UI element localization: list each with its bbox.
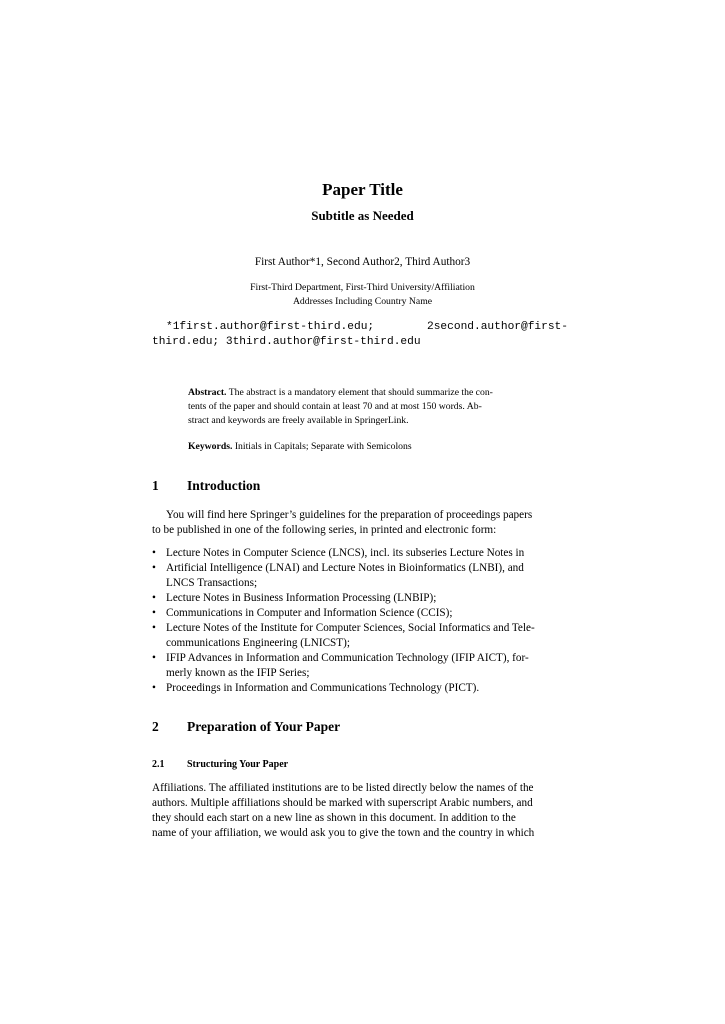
bullet-mark: • [152,592,156,604]
paragraph-line: authors. Multiple affiliations should be marked with superscript Arabic numbers, and [152,797,533,809]
bullet-mark: • [152,562,156,574]
list-item: Communications in Computer and Information Science (CCIS); [166,607,453,619]
paper-title: Paper Title [322,180,403,199]
affiliation-line-1: First-Third Department, First-Third University/Affiliation [250,282,475,293]
email-line-2: third.edu; 3third.author@first-third.edu [152,336,421,348]
keywords: Keywords. Initials in Capitals; Separate with Semicolons [188,441,412,452]
email-2-start: 2second.author@first- [427,321,568,333]
list-item: Lecture Notes in Computer Science (LNCS), incl. its subseries Lecture Notes in [166,547,525,559]
section-number: 2 [152,719,159,734]
abstract-line-2: tents of the paper and should contain at least 70 and at most 150 words. Ab- [188,401,482,412]
abstract-line-1: Abstract. The abstract is a mandatory element that should summarize the con- [188,387,493,398]
list-item-continuation: merly known as the IFIP Series; [166,667,310,679]
paragraph-line: Affiliations. The affiliated institutions are to be listed directly below the names of the [152,782,534,794]
list-item: Lecture Notes of the Institute for Computer Sciences, Social Informatics and Tele- [166,622,535,634]
abstract-label: Abstract. [188,387,227,398]
paper-subtitle: Subtitle as Needed [311,208,414,223]
list-item: Proceedings in Information and Communications Technology (PICT). [166,682,480,694]
paragraph-line: they should each start on a new line as shown in this document. In addition to the [152,812,516,824]
bullet-mark: • [152,652,156,664]
bullet-mark: • [152,622,156,634]
affiliation-line-2: Addresses Including Country Name [292,296,433,307]
intro-line-2: to be published in one of the following series, in printed and electronic form: [152,524,497,536]
section-title: Preparation of Your Paper [187,719,341,734]
bullet-mark: • [152,682,156,694]
keywords-label: Keywords. [188,441,233,452]
bullet-mark: • [152,607,156,619]
author-list: First Author*1, Second Author2, Third Author3 [254,256,471,268]
list-item-continuation: communications Engineering (LNICST); [166,637,350,649]
section-title: Introduction [187,478,261,493]
paragraph-line: name of your affiliation, we would ask you to give the town and the country in which [152,827,535,839]
intro-line-1: You will find here Springer’s guidelines for the preparation of proceedings papers [166,509,533,521]
list-item-continuation: LNCS Transactions; [166,577,258,589]
email-1: *1first.author@first-third.edu; [166,321,375,333]
abstract-line-3: stract and keywords are freely available in SpringerLink. [188,415,409,426]
subsection-title: Structuring Your Paper [187,759,289,770]
list-item: IFIP Advances in Information and Communication Technology (IFIP AICT), for- [166,652,529,664]
list-item: Lecture Notes in Business Information Processing (LNBIP); [166,592,437,604]
subsection-number: 2.1 [152,759,165,770]
list-item: Artificial Intelligence (LNAI) and Lecture Notes in Bioinformatics (LNBI), and [166,562,524,574]
section-number: 1 [152,478,159,493]
bullet-mark: • [152,547,156,559]
